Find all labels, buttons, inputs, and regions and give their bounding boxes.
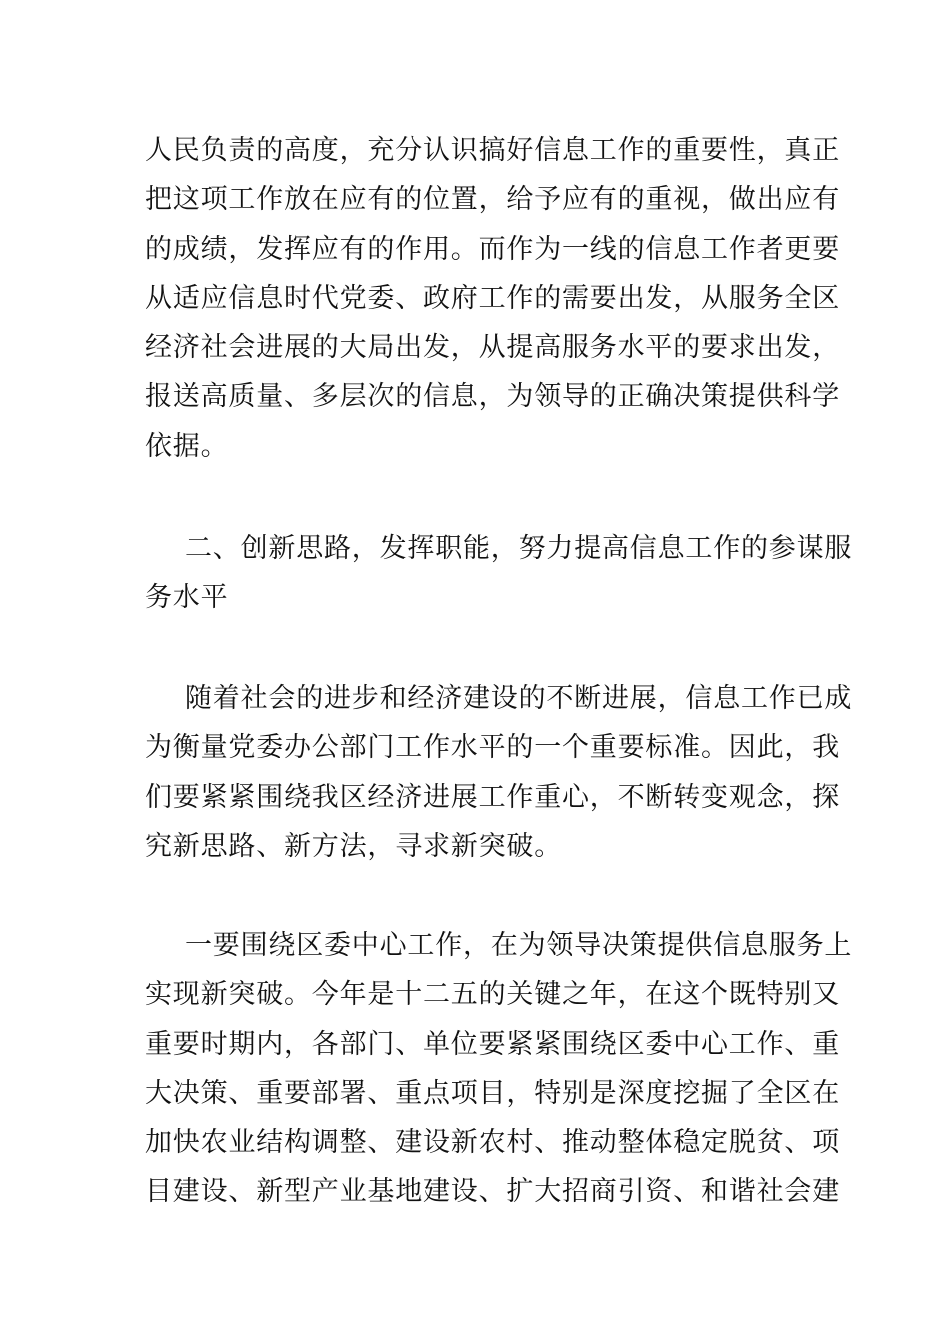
text-line: 一要围绕区委中心工作，在为领导决策提供信息服务上: [185, 930, 853, 961]
heading-line: 务水平: [145, 582, 229, 614]
text-line: 目建设、新型产业基地建设、扩大招商引资、和谐社会建: [145, 1176, 840, 1208]
text-line: 大决策、重要部署、重点项目，特别是深度挖掘了全区在: [145, 1077, 840, 1109]
text-line: 从适应信息时代党委、政府工作的需要出发，从服务全区: [145, 282, 840, 314]
text-line: 人民负责的高度，充分认识搞好信息工作的重要性，真正: [145, 135, 840, 166]
text-line: 为衡量党委办公部门工作水平的一个重要标准。因此，我: [145, 732, 840, 764]
text-line: 重要时期内，各部门、单位要紧紧围绕区委中心工作、重: [145, 1028, 840, 1060]
heading-line: 二、创新思路，发挥职能，努力提高信息工作的参谋服: [185, 533, 853, 564]
text-line: 依据。: [145, 430, 229, 462]
section-heading: [145, 524, 853, 623]
text-line: 的成绩，发挥应有的作用。而作为一线的信息工作者更要: [145, 233, 840, 265]
paragraph-conclusion: [145, 126, 840, 471]
text-line: 们要紧紧围绕我区经济进展工作重心，不断转变观念，探: [145, 781, 840, 813]
text-line: 把这项工作放在应有的位置，给予应有的重视，做出应有: [145, 184, 840, 216]
text-line: 随着社会的进步和经济建设的不断进展，信息工作已成: [185, 683, 853, 714]
text-line: 经济社会进展的大局出发，从提高服务水平的要求出发，: [145, 332, 840, 364]
text-line: 实现新突破。今年是十二五的关键之年，在这个既特别又: [145, 979, 840, 1011]
text-line: 究新思路、新方法，寻求新突破。: [145, 830, 562, 862]
paragraph-intro: [145, 674, 853, 871]
paragraph-point-one: [145, 921, 853, 1217]
text-line: 加快农业结构调整、建设新农村、推动整体稳定脱贫、项: [145, 1127, 840, 1159]
text-line: 报送高质量、多层次的信息，为领导的正确决策提供科学: [145, 381, 840, 413]
